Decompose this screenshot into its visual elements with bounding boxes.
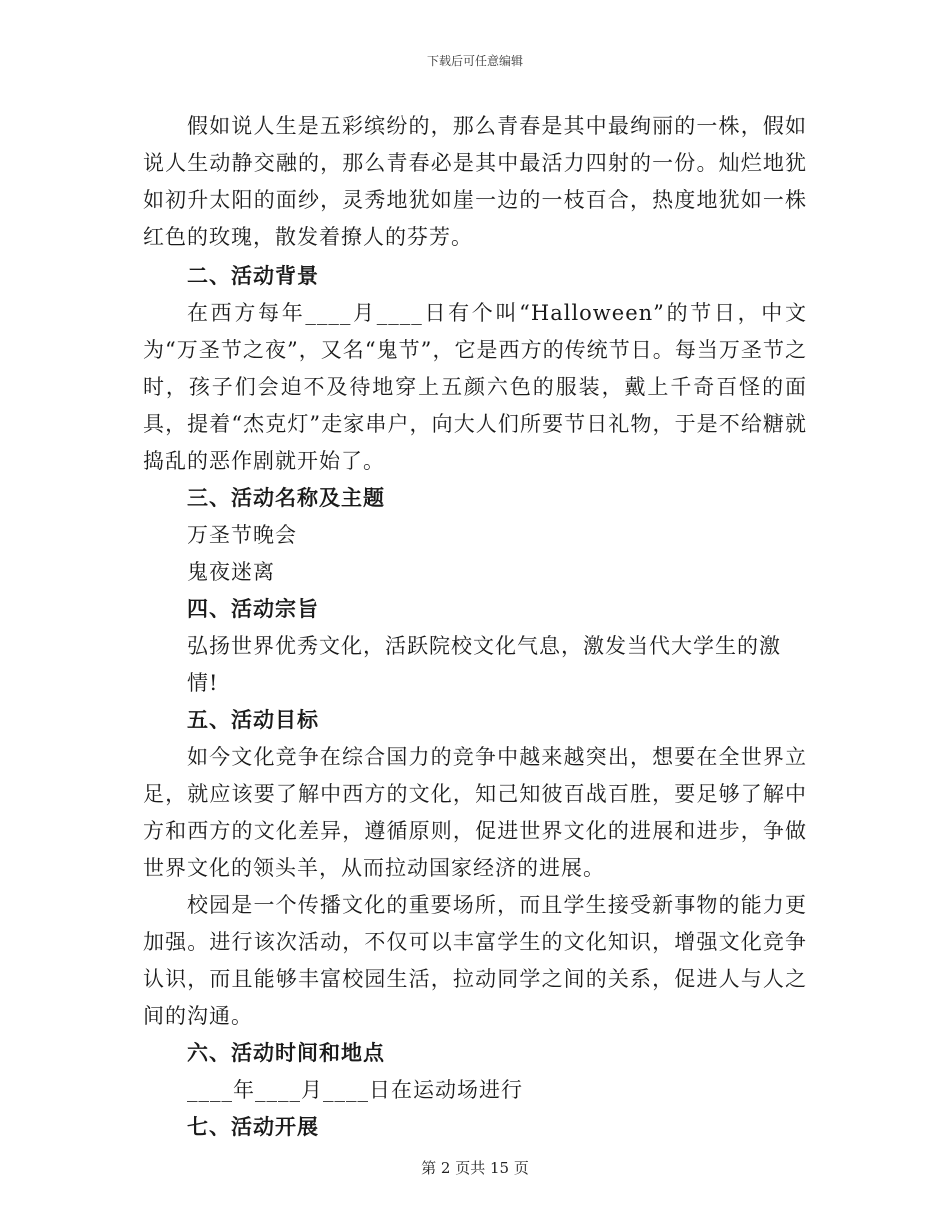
intro-paragraph: 假如说人生是五彩缤纷的，那么青春是其中最绚丽的一株，假如说人生动静交融的，那么青春必是其中最活力四射的一份。灿烂地犹如初升太阳的面纱，灵秀地犹如崖一边的一枝百合，热度地犹如一株红色的玫瑰，散发着撩人的芬芳。: [143, 114, 807, 249]
section-heading-time-place: 六、活动时间和地点: [187, 1041, 385, 1065]
purpose-paragraph: 弘扬世界优秀文化，活跃院校文化气息，激发当代大学生的激情!: [187, 634, 781, 695]
goals-paragraph-1: 如今文化竞争在综合国力的竞争中越来越突出，想要在全世界立足，就应该要了解中西方的文化，知己知彼百战百胜，要足够了解中方和西方的文化差异，遵循原则，促进世界文化的进展和进步，争做世界文化的领头羊，从而拉动国家经济的进展。: [143, 745, 807, 880]
section-heading-goals: 五、活动目标: [187, 708, 319, 732]
document-body: [143, 108, 807, 1146]
time-place-line: ____年____月____日在运动场进行: [187, 1078, 523, 1102]
goals-paragraph-2: 校园是一个传播文化的重要场所，而且学生接受新事物的能力更加强。进行该次活动，不仅可以丰富学生的文化知识，增强文化竞争认识，而且能够丰富校园生活，拉动同学之间的关系，促进人与人之间的沟通。: [143, 893, 807, 1028]
page-header-note: 下载后可任意编辑: [426, 54, 523, 68]
event-name: 万圣节晚会: [187, 523, 297, 547]
event-theme: 鬼夜迷离: [187, 560, 275, 584]
background-paragraph: 在西方每年____月____日有个叫“Halloween”的节日，中文为“万圣节之夜”，又名“鬼节”，它是西方的传统节日。每当万圣节之时，孩子们会迫不及待地穿上五颜六色的服装，戴上千奇百怪的面具，提着“杰克灯”走家串户，向大人们所要节日礼物，于是不给糖就捣乱的恶作剧就开始了。: [143, 301, 807, 473]
section-heading-background: 二、活动背景: [187, 264, 319, 288]
page-number-footer: 第 2 页共 15 页: [421, 1159, 529, 1177]
section-heading-purpose: 四、活动宗旨: [187, 597, 319, 621]
section-heading-activities: 七、活动开展: [187, 1115, 319, 1139]
section-heading-name-theme: 三、活动名称及主题: [187, 486, 385, 510]
